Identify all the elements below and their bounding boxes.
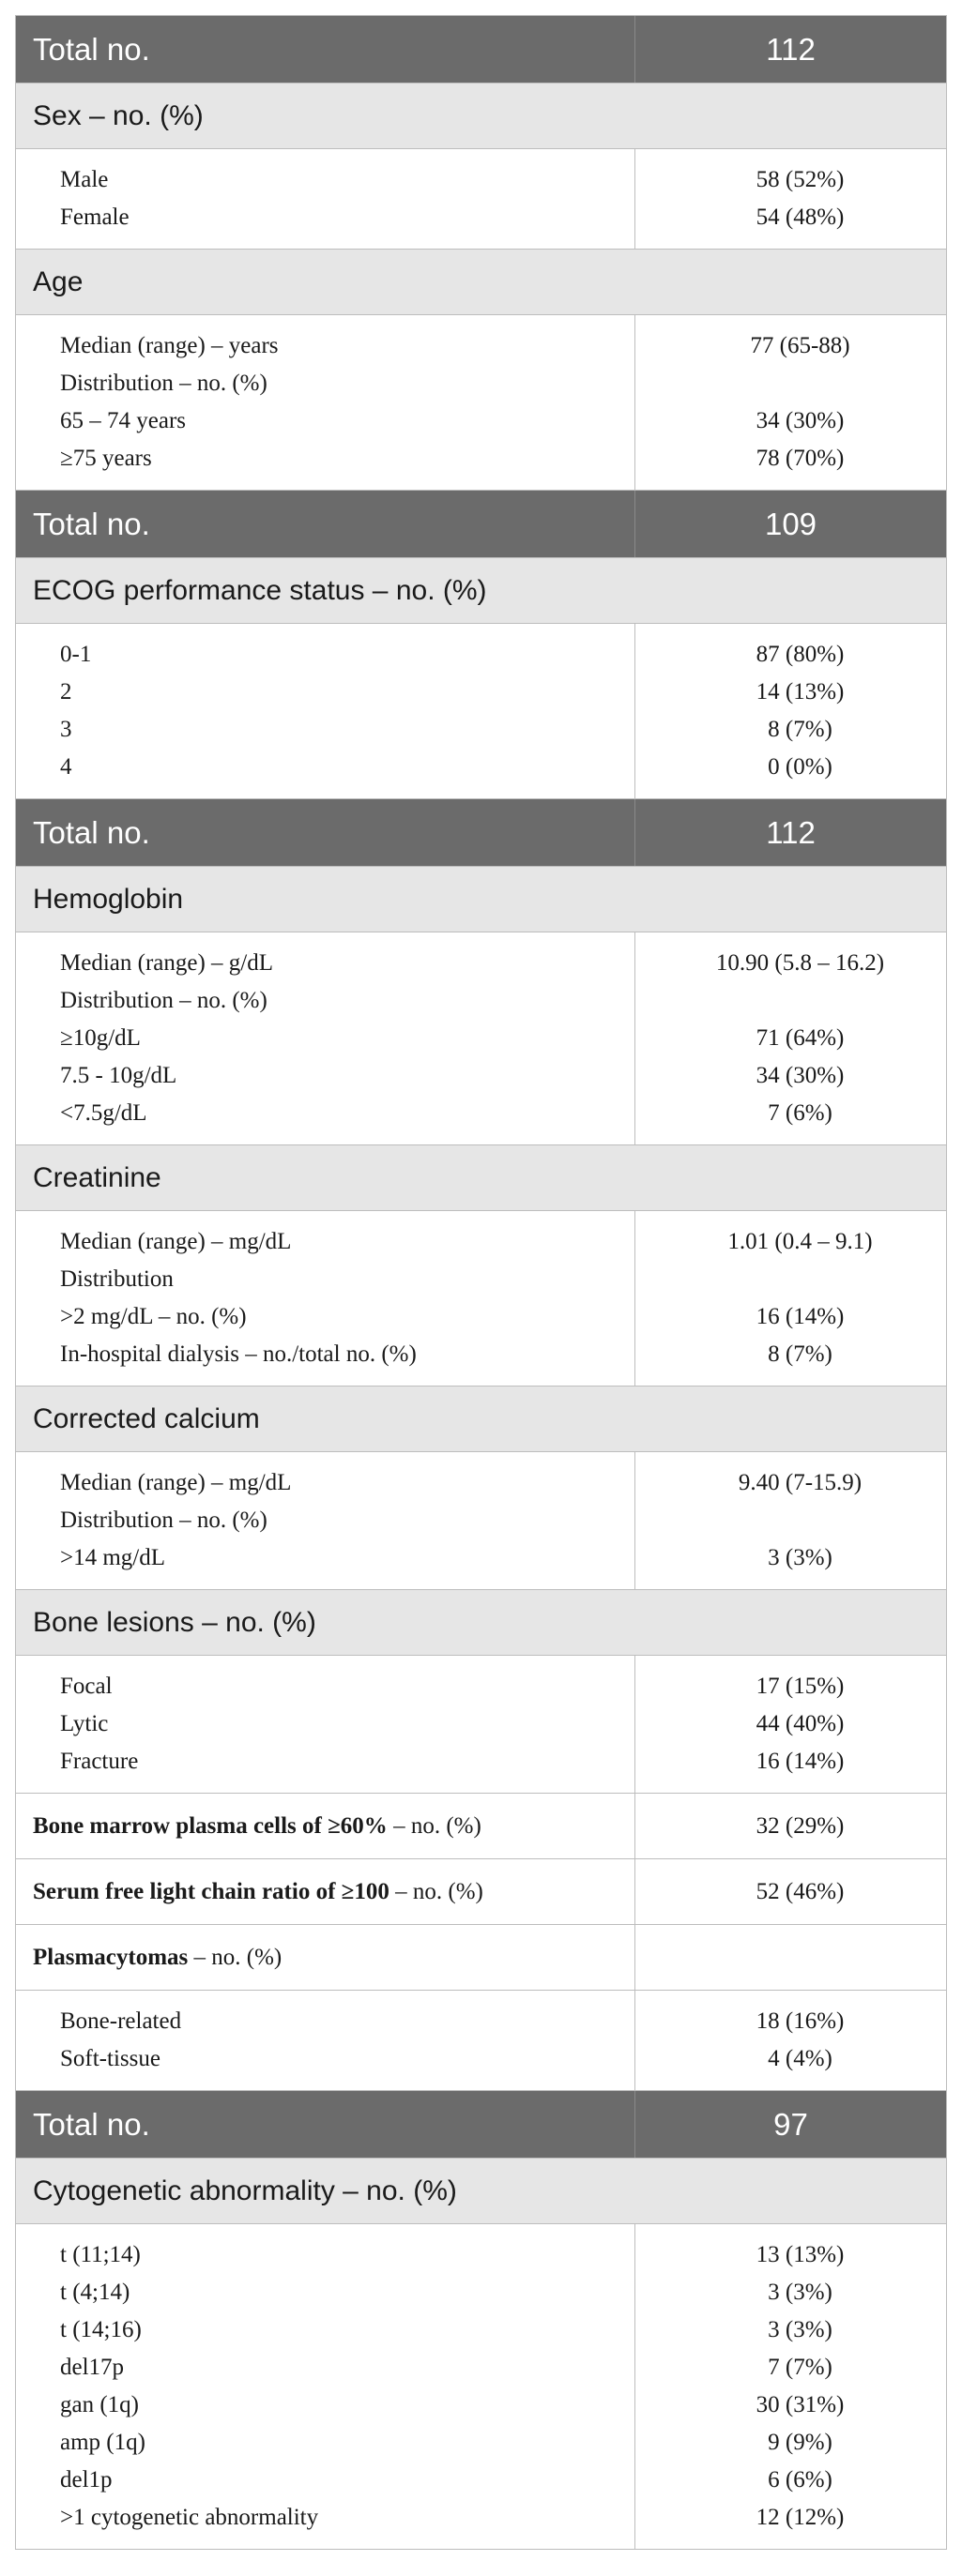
section-header-row	[16, 1590, 946, 1656]
row-value: 8 (7%)	[768, 1341, 832, 1367]
row-label: 0-1	[60, 642, 92, 667]
row-value: 71 (64%)	[756, 1025, 845, 1051]
total-value: 109	[764, 506, 817, 541]
row-label: amp (1q)	[60, 2430, 145, 2455]
row-value: 16 (14%)	[756, 1749, 845, 1774]
row-label: Lytic	[60, 1711, 109, 1736]
row-label: Median (range) – years	[60, 333, 279, 358]
section-header-row	[16, 2159, 946, 2224]
row-value: 78 (70%)	[756, 446, 845, 471]
section-title: Bone lesions – no. (%)	[33, 1606, 316, 1638]
total-value: 97	[773, 2106, 808, 2142]
data-labels-cell	[16, 1656, 635, 1793]
section-value-cell	[635, 1386, 946, 1451]
row-label: Distribution	[60, 1266, 174, 1292]
row-value: 44 (40%)	[756, 1711, 845, 1736]
total-label: Total no.	[16, 16, 635, 83]
total-label: Total no.	[16, 2091, 635, 2158]
row-value	[635, 1502, 946, 1539]
section-value-cell	[635, 1590, 946, 1655]
data-group-row	[16, 1452, 946, 1590]
data-labels-cell	[16, 624, 635, 798]
data-values-cell	[635, 1656, 946, 1793]
data-values-cell	[635, 1991, 946, 2090]
section-title: Sex – no. (%)	[33, 99, 204, 131]
row-label: Focal	[60, 1674, 113, 1699]
section-header-row	[16, 1386, 946, 1452]
section-header-row	[16, 250, 946, 315]
row-label: >14 mg/dL	[60, 1545, 166, 1570]
row-label: In-hospital dialysis – no./total no. (%)	[60, 1341, 417, 1367]
row-label: Male	[60, 167, 109, 192]
single-item-row	[16, 1859, 946, 1925]
section-header-row	[16, 1145, 946, 1211]
single-item-value: 52 (46%)	[756, 1878, 845, 1904]
single-item-label-cell	[16, 1925, 635, 1990]
data-labels-cell	[16, 2224, 635, 2549]
single-item-label-rest: – no. (%)	[387, 1812, 481, 1839]
row-value: 77 (65-88)	[750, 333, 850, 358]
data-group-row	[16, 1656, 946, 1794]
row-value: 3 (3%)	[768, 2317, 832, 2342]
row-label: 2	[60, 679, 72, 705]
data-group-row	[16, 2224, 946, 2549]
total-value: 112	[766, 31, 816, 67]
row-label: Median (range) – mg/dL	[60, 1470, 292, 1495]
data-labels-cell	[16, 149, 635, 249]
row-value: 14 (13%)	[756, 679, 845, 705]
single-item-value: 32 (29%)	[756, 1812, 845, 1839]
row-label: Distribution – no. (%)	[60, 988, 267, 1013]
row-value	[635, 1261, 946, 1298]
data-labels-cell	[16, 1452, 635, 1589]
row-label: Distribution – no. (%)	[60, 1508, 267, 1533]
row-label: del1p	[60, 2467, 113, 2493]
row-value: 0 (0%)	[768, 754, 832, 780]
row-value: 7 (7%)	[768, 2355, 832, 2380]
row-label: ≥10g/dL	[60, 1025, 141, 1051]
data-labels-cell	[16, 932, 635, 1144]
row-value: 13 (13%)	[756, 2242, 845, 2267]
total-row	[16, 2091, 946, 2159]
single-item-value	[635, 1925, 946, 1990]
row-label: ≥75 years	[60, 446, 152, 471]
row-label: Female	[60, 205, 130, 230]
row-value: 9 (9%)	[768, 2430, 832, 2455]
row-value: 4 (4%)	[768, 2046, 832, 2071]
row-label: t (4;14)	[60, 2280, 130, 2305]
section-header-row	[16, 867, 946, 932]
row-value: 18 (16%)	[756, 2008, 845, 2034]
row-value: 34 (30%)	[756, 408, 845, 433]
row-label: >1 cytogenetic abnormality	[60, 2505, 319, 2530]
row-label: Median (range) – mg/dL	[60, 1229, 292, 1254]
row-label: gan (1q)	[60, 2392, 139, 2417]
characteristics-table	[15, 15, 947, 2550]
single-item-label-bold: Serum free light chain ratio of ≥100	[33, 1878, 389, 1904]
total-label: Total no.	[16, 491, 635, 557]
section-title: Cytogenetic abnormality – no. (%)	[33, 2174, 457, 2206]
section-value-cell	[635, 867, 946, 932]
data-group-row	[16, 1991, 946, 2091]
total-label: Total no.	[16, 799, 635, 866]
data-values-cell	[635, 1211, 946, 1386]
total-row	[16, 491, 946, 558]
section-value-cell	[635, 1145, 946, 1210]
row-label: del17p	[60, 2355, 125, 2380]
section-title: Age	[33, 265, 84, 297]
section-title: ECOG performance status – no. (%)	[33, 574, 487, 606]
row-value: 58 (52%)	[756, 167, 845, 192]
single-item-label-rest: – no. (%)	[188, 1944, 282, 1970]
row-label: 3	[60, 717, 72, 742]
data-labels-cell	[16, 1211, 635, 1386]
data-labels-cell	[16, 1991, 635, 2090]
section-title: Hemoglobin	[33, 883, 184, 915]
row-label: Bone-related	[60, 2008, 182, 2034]
row-value: 6 (6%)	[768, 2467, 832, 2493]
section-header-row	[16, 83, 946, 149]
row-value: 30 (31%)	[756, 2392, 845, 2417]
data-group-row	[16, 624, 946, 799]
row-value	[635, 982, 946, 1020]
total-row	[16, 16, 946, 83]
row-value: 1.01 (0.4 – 9.1)	[727, 1229, 873, 1254]
single-item-label-cell	[16, 1794, 635, 1858]
row-label: 7.5 - 10g/dL	[60, 1063, 177, 1088]
data-values-cell	[635, 315, 946, 490]
row-value: 10.90 (5.8 – 16.2)	[715, 950, 885, 976]
section-header-row	[16, 558, 946, 624]
data-values-cell	[635, 1452, 946, 1589]
total-value: 112	[766, 814, 816, 850]
row-label: Soft-tissue	[60, 2046, 160, 2071]
row-label: <7.5g/dL	[60, 1100, 147, 1126]
row-label: 4	[60, 754, 72, 780]
row-label: 65 – 74 years	[60, 408, 186, 433]
row-value: 17 (15%)	[756, 1674, 845, 1699]
row-value: 9.40 (7-15.9)	[738, 1470, 863, 1495]
row-value: 34 (30%)	[756, 1063, 845, 1088]
row-label: t (11;14)	[60, 2242, 141, 2267]
data-group-row	[16, 932, 946, 1145]
row-label: Median (range) – g/dL	[60, 950, 274, 976]
data-values-cell	[635, 149, 946, 249]
row-label: t (14;16)	[60, 2317, 142, 2342]
data-values-cell	[635, 932, 946, 1144]
single-item-row	[16, 1794, 946, 1859]
row-value: 8 (7%)	[768, 717, 832, 742]
row-value: 3 (3%)	[768, 1545, 832, 1570]
section-value-cell	[635, 2159, 946, 2223]
row-label: >2 mg/dL – no. (%)	[60, 1304, 247, 1329]
single-item-label-bold: Bone marrow plasma cells of ≥60%	[33, 1812, 388, 1839]
section-value-cell	[635, 83, 946, 148]
row-value: 87 (80%)	[756, 642, 845, 667]
section-title: Corrected calcium	[33, 1402, 260, 1434]
single-item-label-rest: – no. (%)	[389, 1878, 483, 1904]
data-values-cell	[635, 624, 946, 798]
section-value-cell	[635, 558, 946, 623]
row-label: Distribution – no. (%)	[60, 371, 267, 396]
row-value: 54 (48%)	[756, 205, 845, 230]
data-labels-cell	[16, 315, 635, 490]
section-title: Creatinine	[33, 1161, 161, 1193]
single-item-row	[16, 1925, 946, 1991]
data-group-row	[16, 149, 946, 250]
row-value: 16 (14%)	[756, 1304, 845, 1329]
total-row	[16, 799, 946, 867]
single-item-label-cell	[16, 1859, 635, 1924]
single-item-label-bold: Plasmacytomas	[33, 1944, 189, 1970]
row-value: 7 (6%)	[768, 1100, 832, 1126]
row-value: 3 (3%)	[768, 2280, 832, 2305]
data-group-row	[16, 315, 946, 491]
data-group-row	[16, 1211, 946, 1386]
row-value: 12 (12%)	[756, 2505, 845, 2530]
row-label: Fracture	[60, 1749, 139, 1774]
row-value	[635, 365, 946, 402]
section-value-cell	[635, 250, 946, 314]
data-values-cell	[635, 2224, 946, 2549]
